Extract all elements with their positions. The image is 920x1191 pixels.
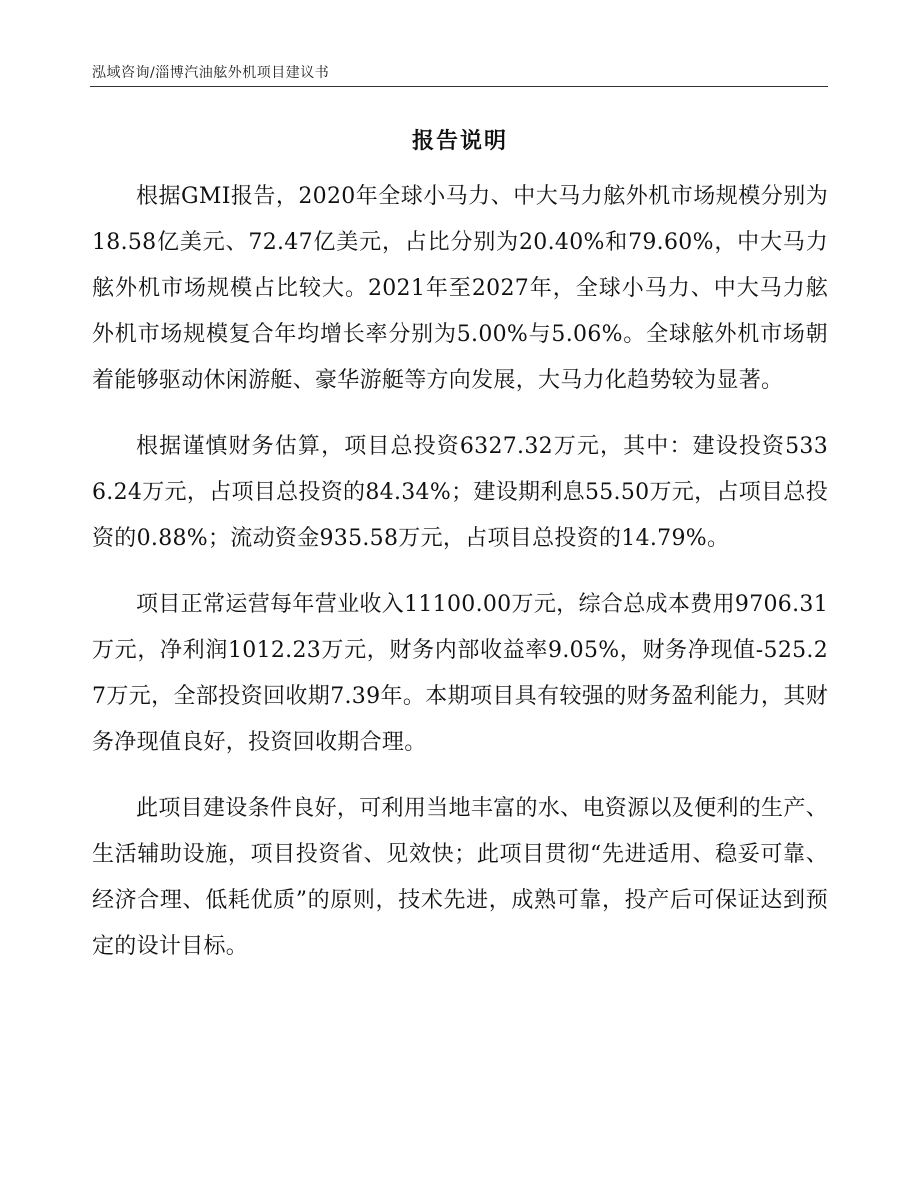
header-divider <box>90 86 828 87</box>
paragraph-market: 根据GMI报告，2020年全球小马力、中大马力舷外机市场规模分别为18.58亿美元、72.47亿美元，占比分别为20.40%和79.60%，中大马力舷外机市场规模占比较大。2021年至2027年，全球小马力、中大马力舷外机市场规模复合年均增长率分别为5.00%与5.06%。全球舷外机市场朝着能够驱动休闲游艇、豪华游艇等方向发展，大马力化趋势较为显著。 <box>92 184 828 393</box>
paragraph-financials: 项目正常运营每年营业收入11100.00万元，综合总成本费用9706.31万元，净利润1012.23万元，财务内部收益率9.05%，财务净现值-525.27万元，全部投资回收期7.39年。本期项目具有较强的财务盈利能力，其财务净现值良好，投资回收期合理。 <box>92 592 828 755</box>
report-body <box>92 174 828 990</box>
document-header: 泓域咨询/淄博汽油舷外机项目建议书 <box>92 65 330 81</box>
paragraph-investment: 根据谨慎财务估算，项目总投资6327.32万元，其中：建设投资5336.24万元，占项目总投资的84.34%；建设期利息55.50万元，占项目总投资的0.88%；流动资金935.58万元，占项目总投资的14.79%。 <box>92 434 828 551</box>
paragraph-conditions: 此项目建设条件良好，可利用当地丰富的水、电资源以及便利的生产、生活辅助设施，项目投资省、见效快；此项目贯彻“先进适用、稳妥可靠、经济合理、低耗优质”的原则，技术先进，成熟可靠，投产后可保证达到预定的设计目标。 <box>92 796 828 959</box>
page-title: 报告说明 <box>411 128 508 154</box>
